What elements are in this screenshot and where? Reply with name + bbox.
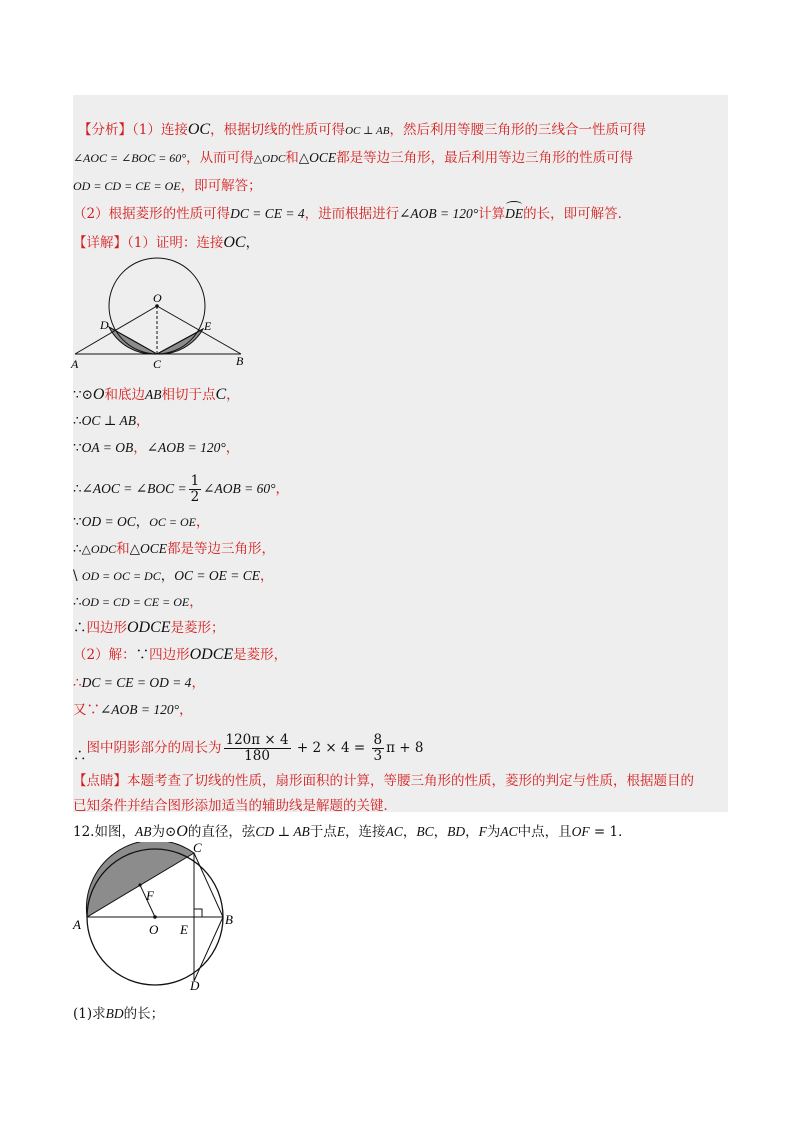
proof-step-9: ∴四边形ODCE是菱形； (73, 619, 225, 636)
question-1: (1)求BD的长； (73, 1006, 165, 1022)
proof-step-6: ∴△ODC和△OCE都是等边三角形， (73, 541, 276, 557)
label-d: D (190, 978, 200, 993)
proof-part2-4: ∴图中阴影部分的周长为 $\frac{120\pi \times 4}{180}$ + 2 × 4 = $\frac{8}{3}$ π + 8 (73, 732, 424, 764)
label-o: O (149, 922, 159, 937)
proof-part2-2: ∴DC = CE = OD = 4， (73, 675, 205, 691)
problem-12-statement: 12.如图，AB为⊙O的直径，弦CD ⊥ AB于点E，连接AC，BC，BD，F为AC中点，且OF = 1． (73, 823, 632, 840)
label-o: O (153, 291, 162, 305)
label-c: C (153, 357, 162, 371)
proof-part2-1: （2）解：∵四边形ODCE是菱形， (73, 646, 288, 663)
analysis-line-3: OD = CD = CE = OE，即可解答； (73, 178, 262, 194)
label-b: B (225, 912, 233, 927)
proof-step-2: ∴OC ⊥ AB， (73, 413, 150, 429)
tangent-circle-figure (70, 256, 270, 374)
analysis-line-1: 【分析】（1）连接OC，根据切线的性质可得OC ⊥ AB，然后利用等腰三角形的三线合一性质可得 (78, 121, 646, 138)
comment-line-2: 已知条件并结合图形添加适当的辅助线是解题的关键． (73, 798, 397, 814)
proof-step-3: ∵OA = OB，∠AOB = 120°， (73, 440, 240, 456)
proof-step-1: ∵⊙O和底边AB相切于点C， (73, 386, 240, 403)
label-c: C (193, 842, 202, 855)
circle-chord-figure (70, 842, 250, 994)
label-a: A (71, 357, 79, 371)
proof-step-8: ∴OD = CD = CE = OE， (73, 594, 203, 610)
label-e: E (204, 319, 212, 333)
comment-line-1: 【点睛】本题考查了切线的性质，扇形面积的计算，等腰三角形的性质，菱形的判定与性质，根据题目的 (73, 773, 694, 789)
proof-step-7: \ OD = OC = DC，OC = OE = CE， (73, 568, 274, 584)
label-f: F (146, 888, 154, 903)
label-b: B (236, 354, 244, 368)
proof-step-4: ∴∠AOC = ∠BOC = $\frac{1}{2}$ ∠AOB = 60°， (73, 473, 289, 505)
analysis-line-4: （2）根据菱形的性质可得DC = CE = 4，进而根据进行∠AOB = 120°计算DE的长，即可解答． (73, 206, 632, 222)
label-e: E (180, 922, 188, 937)
label-a: A (73, 917, 81, 932)
proof-part2-3: 又∵∠AOB = 120°， (73, 702, 193, 718)
detail-heading: 【详解】（1）证明：连接OC， (73, 234, 260, 251)
label-d: D (100, 318, 109, 332)
proof-step-5: ∵OD = OC，OC = OE， (73, 514, 210, 530)
analysis-line-2: ∠AOC = ∠BOC = 60°，从而可得△ODC和△OCE都是等边三角形，最后利用等边三角形的性质可得 (73, 150, 634, 166)
